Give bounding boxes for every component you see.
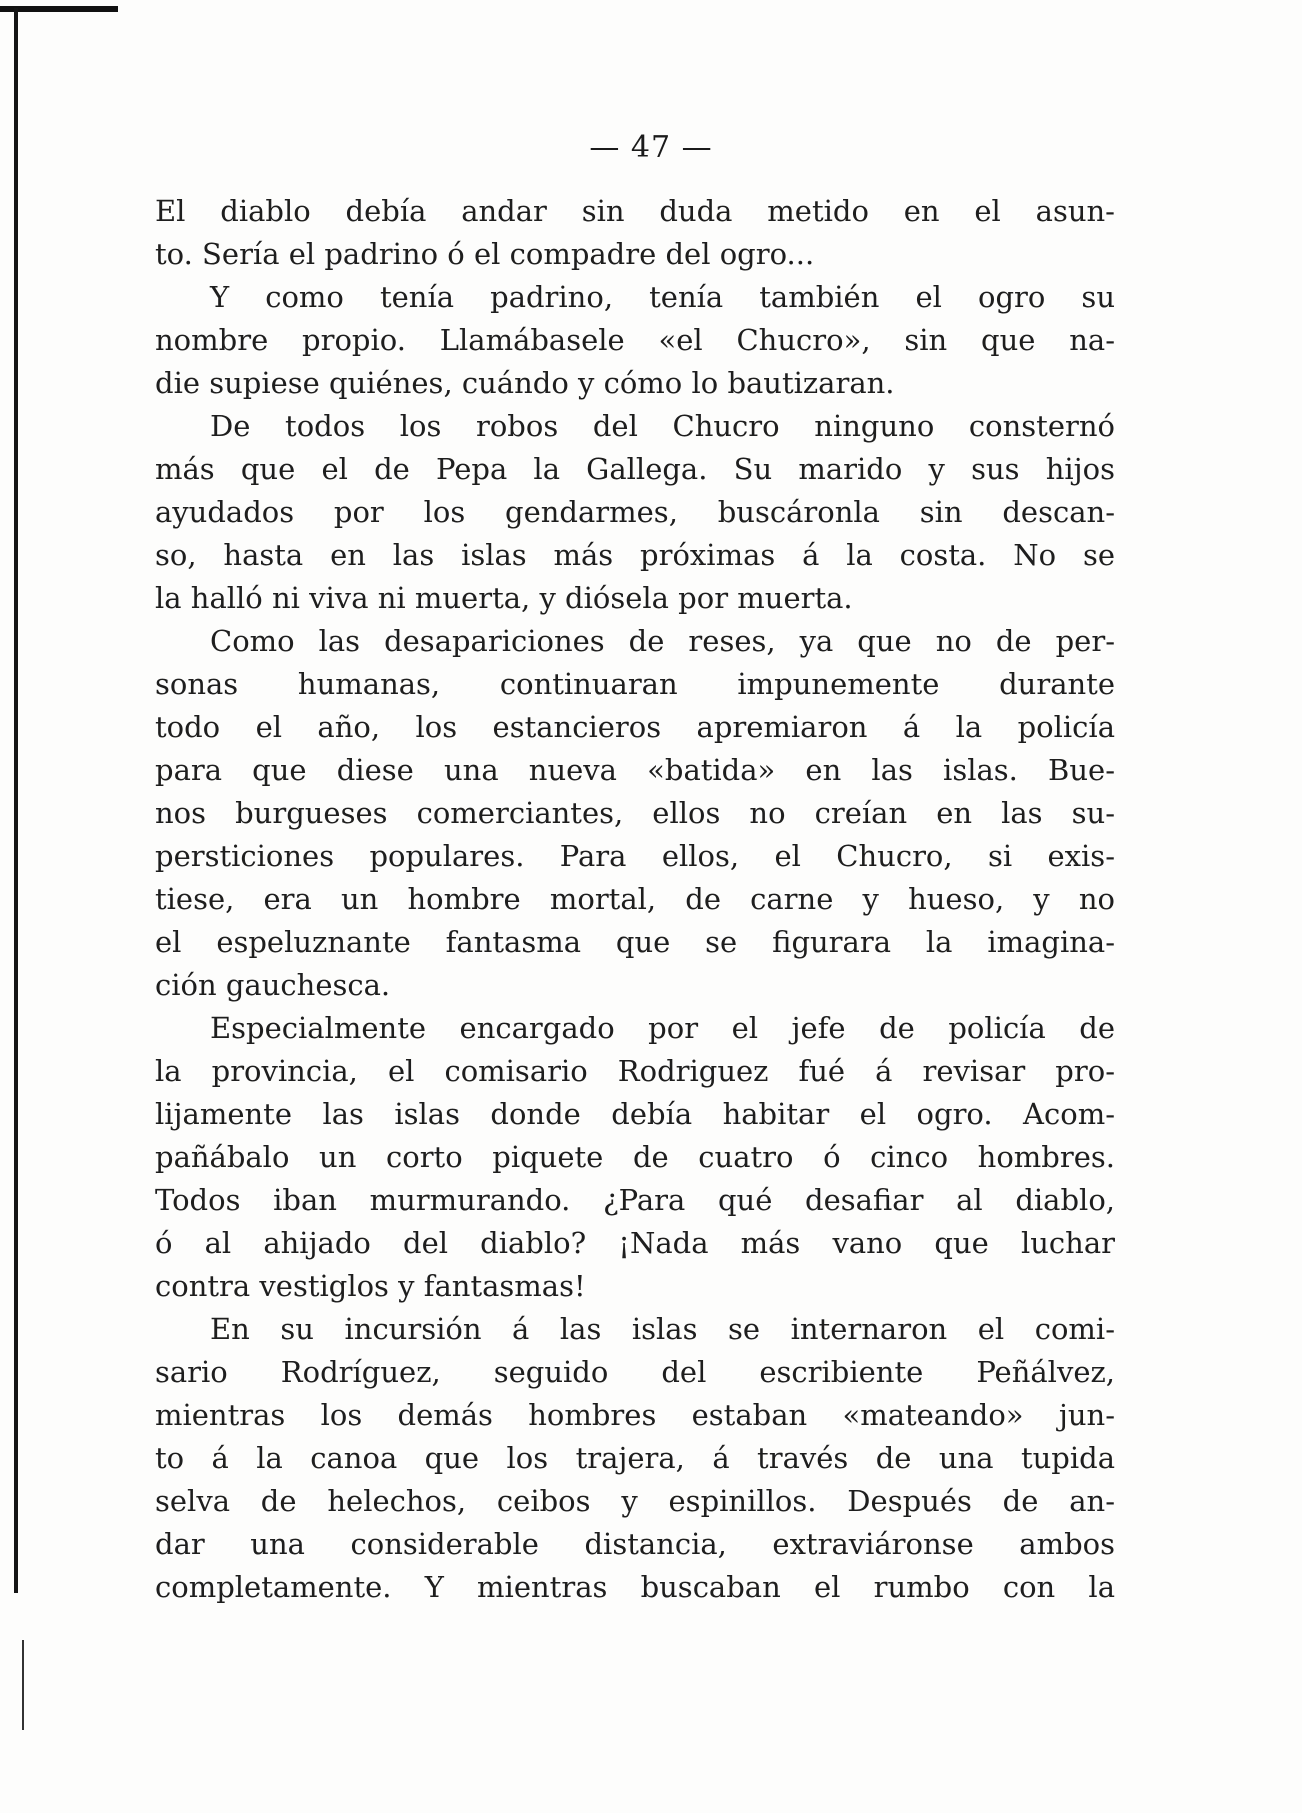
text-line: sario Rodríguez, seguido del escribiente Peñálvez, xyxy=(155,1355,1115,1389)
text-line: die supiese quiénes, cuándo y cómo lo bautizaran. xyxy=(155,366,895,400)
text-line: la halló ni viva ni muerta, y diósela por muerta. xyxy=(155,581,853,615)
text-line: El diablo debía andar sin duda metido en el asun- xyxy=(155,194,1115,228)
text-line: nos burgueses comerciantes, ellos no creían en las su- xyxy=(155,796,1115,830)
text-line: lijamente las islas donde debía habitar el ogro. Acom- xyxy=(155,1097,1115,1131)
body-text xyxy=(155,190,1115,1609)
text-line: selva de helechos, ceibos y espinillos. Después de an- xyxy=(155,1484,1115,1518)
text-line: todo el año, los estancieros apremiaron á la policía xyxy=(155,710,1115,744)
text-line: completamente. Y mientras buscaban el rumbo con la xyxy=(155,1570,1115,1604)
text-line: Todos iban murmurando. ¿Para qué desafiar al diablo, xyxy=(155,1183,1115,1217)
text-line: para que diese una nueva «batida» en las islas. Bue- xyxy=(155,753,1115,787)
text-line: contra vestiglos y fantasmas! xyxy=(155,1269,586,1303)
text-line: la provincia, el comisario Rodriguez fué á revisar pro- xyxy=(155,1054,1115,1088)
scan-border-left xyxy=(14,8,18,1593)
text-line: En su incursión á las islas se internaron el comi- xyxy=(210,1312,1115,1346)
text-line: Como las desapariciones de reses, ya que no de per- xyxy=(210,624,1115,658)
text-line: más que el de Pepa la Gallega. Su marido y sus hijos xyxy=(155,452,1115,486)
text-line: nombre propio. Llamábasele «el Chucro», sin que na- xyxy=(155,323,1115,357)
text-line: pañábalo un corto piquete de cuatro ó cinco hombres. xyxy=(155,1140,1115,1174)
text-line: mientras los demás hombres estaban «mateando» jun- xyxy=(155,1398,1115,1432)
text-line: dar una considerable distancia, extraviáronse ambos xyxy=(155,1527,1115,1561)
text-line: ayudados por los gendarmes, buscáronla sin descan- xyxy=(155,495,1115,529)
text-line: ción gauchesca. xyxy=(155,968,391,1002)
text-line: persticiones populares. Para ellos, el Chucro, si exis- xyxy=(155,839,1115,873)
text-line: so, hasta en las islas más próximas á la costa. No se xyxy=(155,538,1115,572)
text-line: to á la canoa que los trajera, á través de una tupida xyxy=(155,1441,1115,1475)
text-line: tiese, era un hombre mortal, de carne y hueso, y no xyxy=(155,882,1115,916)
scan-border-left-lower xyxy=(22,1640,24,1730)
text-line: sonas humanas, continuaran impunemente durante xyxy=(155,667,1115,701)
text-line: Y como tenía padrino, tenía también el ogro su xyxy=(210,280,1115,314)
text-line: De todos los robos del Chucro ninguno consternó xyxy=(210,409,1115,443)
text-line: to. Sería el padrino ó el compadre del ogro... xyxy=(155,237,815,271)
text-line: Especialmente encargado por el jefe de policía de xyxy=(210,1011,1115,1045)
text-line: el espeluznante fantasma que se figurara la imagina- xyxy=(155,925,1115,959)
text-line: ó al ahijado del diablo? ¡Nada más vano que luchar xyxy=(155,1226,1115,1260)
page-number: — 47 — xyxy=(589,130,713,165)
